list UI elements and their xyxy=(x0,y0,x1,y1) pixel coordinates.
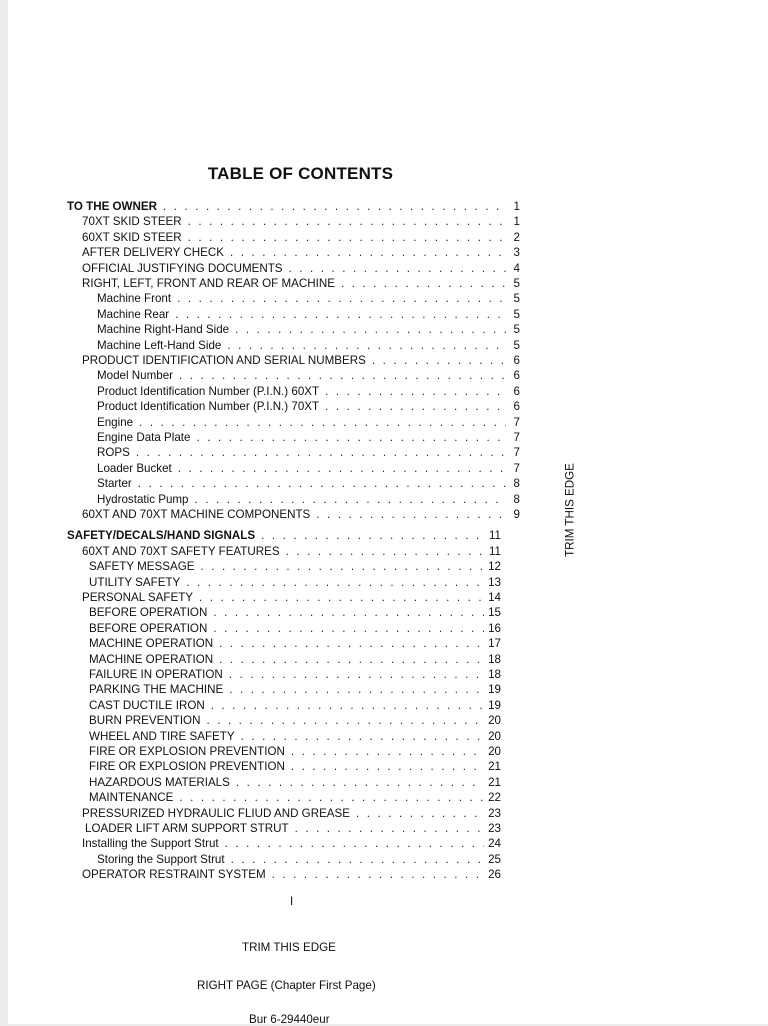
toc-dot-leader xyxy=(211,698,484,713)
toc-entry xyxy=(89,667,501,682)
toc-dot-leader xyxy=(325,399,506,414)
toc-entry-label: Engine Data Plate xyxy=(97,431,191,444)
toc-dot-leader xyxy=(341,276,506,291)
toc-entry-label: 60XT AND 70XT MACHINE COMPONENTS xyxy=(82,508,311,521)
toc-entry-page: 13 xyxy=(488,575,501,589)
toc-entry-label: TO THE OWNER xyxy=(67,200,157,213)
toc-entry-label: Installing the Support Strut xyxy=(82,837,219,851)
toc-entry-label: PRODUCT IDENTIFICATION AND SERIAL NUMBERS xyxy=(82,354,366,367)
toc-entry-label: OPERATOR RESTRAINT SYSTEM xyxy=(82,868,266,882)
toc-dot-leader xyxy=(231,852,484,867)
toc-entry-page: 8 xyxy=(513,477,520,491)
toc-entry-label: BURN PREVENTION xyxy=(89,714,201,728)
toc-dot-leader xyxy=(291,744,484,759)
toc-dot-leader xyxy=(139,415,506,430)
toc-entry-page: 8 xyxy=(513,492,520,506)
toc-entry xyxy=(89,759,501,774)
toc-entry xyxy=(82,806,501,821)
toc-entry-page: 19 xyxy=(488,698,501,712)
toc-entry xyxy=(97,492,520,507)
toc-entry-page: 9 xyxy=(513,508,520,521)
toc-dot-leader xyxy=(286,544,485,559)
toc-entry-label: HAZARDOUS MATERIALS xyxy=(89,775,230,789)
toc-entry xyxy=(89,775,501,790)
toc-entry xyxy=(89,682,501,697)
toc-dot-leader xyxy=(295,821,485,836)
toc-entry xyxy=(97,368,520,383)
toc-entry xyxy=(89,698,501,713)
toc-entry xyxy=(89,729,501,744)
toc-dot-leader xyxy=(179,368,506,383)
toc-entry-label: WHEEL AND TIRE SAFETY xyxy=(89,729,235,743)
toc-dot-leader xyxy=(138,476,506,491)
toc-entry-label: Hydrostatic Pump xyxy=(97,492,189,506)
toc-entry-label: SAFETY MESSAGE xyxy=(89,560,195,574)
toc-entry-page: 6 xyxy=(513,354,520,367)
toc-entry-page: 7 xyxy=(513,415,520,429)
toc-dot-leader xyxy=(196,430,506,445)
toc-dot-leader xyxy=(291,759,484,774)
toc-entry-label: Storing the Support Strut xyxy=(97,852,225,866)
toc-entry xyxy=(97,307,520,322)
toc-dot-leader xyxy=(225,836,484,851)
toc-dot-leader xyxy=(219,636,484,651)
toc-entry-page: 17 xyxy=(488,637,501,651)
toc-entry-page: 5 xyxy=(513,323,520,337)
toc-entry-page: 19 xyxy=(488,683,501,697)
toc-entry-page: 15 xyxy=(488,606,501,620)
toc-entry-label: BEFORE OPERATION xyxy=(89,621,208,635)
toc-entry xyxy=(97,384,520,399)
toc-dot-leader xyxy=(235,322,506,337)
toc-dot-leader xyxy=(206,713,484,728)
toc-entry xyxy=(97,476,520,491)
toc-dot-leader xyxy=(241,729,484,744)
toc-dot-leader xyxy=(213,605,484,620)
toc-entry-page: 3 xyxy=(513,246,520,260)
document-code: Bur 6-29440eur xyxy=(249,1013,330,1026)
toc-entry-label: CAST DUCTILE IRON xyxy=(89,698,205,712)
toc-entry-label: Starter xyxy=(97,477,132,491)
toc-entry xyxy=(89,575,501,590)
toc-entry-page: 23 xyxy=(488,806,501,820)
toc-dot-leader xyxy=(188,214,506,229)
toc-entry xyxy=(89,790,501,805)
toc-dot-leader xyxy=(316,507,506,522)
toc-entry xyxy=(89,621,501,636)
toc-dot-leader xyxy=(213,621,484,636)
toc-dot-leader xyxy=(261,528,485,543)
toc-entry-page: 16 xyxy=(488,621,501,635)
toc-entry-label: Model Number xyxy=(97,369,174,383)
toc-entry-label: SAFETY/DECALS/HAND SIGNALS xyxy=(67,529,256,543)
toc-dot-leader xyxy=(175,307,506,322)
trim-edge-bottom-note: TRIM THIS EDGE xyxy=(242,941,336,954)
toc-entry-label: PRESSURIZED HYDRAULIC FLIUD AND GREASE xyxy=(82,806,350,820)
toc-dot-leader xyxy=(230,245,506,260)
toc-dot-leader xyxy=(200,559,484,574)
toc-entry-page: 20 xyxy=(488,745,501,758)
toc-dot-leader xyxy=(179,790,484,805)
toc-dot-leader xyxy=(229,682,484,697)
toc-entry-label: Machine Rear xyxy=(97,307,170,321)
toc-entry-label: MACHINE OPERATION xyxy=(89,652,214,666)
toc-entry xyxy=(89,652,501,667)
toc-entry xyxy=(97,430,520,445)
toc-entry xyxy=(89,559,501,574)
toc-entry-label: OFFICIAL JUSTIFYING DOCUMENTS xyxy=(82,261,283,275)
toc-dot-leader xyxy=(186,575,484,590)
toc-entry-page: 11 xyxy=(488,544,501,558)
toc-dot-leader xyxy=(177,291,506,306)
toc-entry-page: 18 xyxy=(488,668,501,681)
toc-entry xyxy=(82,836,501,851)
toc-entry xyxy=(67,199,520,214)
toc-entry-label: UTILITY SAFETY xyxy=(89,575,181,589)
toc-entry-page: 14 xyxy=(488,591,501,604)
toc-entry xyxy=(89,605,501,620)
toc-entry xyxy=(89,713,501,728)
toc-entry-page: 20 xyxy=(488,714,501,728)
toc-entry-page: 18 xyxy=(488,652,501,666)
toc-entry-label: Machine Left-Hand Side xyxy=(97,338,222,352)
toc-entry-page: 24 xyxy=(488,837,501,851)
toc-entry-page: 6 xyxy=(513,400,520,414)
toc-entry-page: 4 xyxy=(513,261,520,275)
toc-entry-label: AFTER DELIVERY CHECK xyxy=(82,246,224,260)
toc-entry xyxy=(82,544,501,559)
toc-entry-label: PARKING THE MACHINE xyxy=(89,683,224,697)
toc-dot-leader xyxy=(195,492,507,507)
toc-entry-page: 26 xyxy=(488,868,501,882)
toc-dot-leader xyxy=(229,667,484,682)
toc-entry-label: MAINTENANCE xyxy=(89,791,174,805)
toc-entry-label: 60XT SKID STEER xyxy=(82,230,182,244)
toc-entry xyxy=(89,744,501,759)
toc-dot-leader xyxy=(188,230,506,245)
page-numeral: I xyxy=(290,895,294,908)
toc-entry-page: 5 xyxy=(513,292,520,306)
page-position-note: RIGHT PAGE (Chapter First Page) xyxy=(197,979,376,992)
toc-entry-page: 21 xyxy=(488,775,501,789)
toc-entry-page: 11 xyxy=(488,529,501,543)
toc-entry xyxy=(97,445,520,460)
toc-entry-label: MACHINE OPERATION xyxy=(89,637,214,651)
toc-entry-label: 70XT SKID STEER xyxy=(82,215,182,229)
toc-dot-leader xyxy=(178,461,506,476)
toc-entry xyxy=(97,322,520,337)
page-title: TABLE OF CONTENTS xyxy=(207,164,394,183)
toc-entry-page: 7 xyxy=(513,431,520,444)
toc-entry-label: Product Identification Number (P.I.N.) 70XT xyxy=(97,400,320,414)
toc-entry-label: Loader Bucket xyxy=(97,461,172,475)
toc-entry xyxy=(85,821,501,836)
toc-entry-page: 5 xyxy=(513,338,520,352)
toc-entry xyxy=(97,415,520,430)
toc-entry xyxy=(82,590,501,605)
toc-entry xyxy=(82,867,501,882)
toc-entry-label: Engine xyxy=(97,415,134,429)
toc-entry-page: 1 xyxy=(513,200,520,213)
toc-entry-label: RIGHT, LEFT, FRONT AND REAR OF MACHINE xyxy=(82,277,335,290)
toc-entry-page: 12 xyxy=(488,560,501,574)
toc-entry-label: Machine Front xyxy=(97,292,172,306)
toc-entry-label: LOADER LIFT ARM SUPPORT STRUT xyxy=(85,822,289,835)
toc-dot-leader xyxy=(199,590,484,605)
toc-entry xyxy=(67,528,501,543)
toc-entry-label: BEFORE OPERATION xyxy=(89,606,208,620)
toc-entry xyxy=(97,461,520,476)
toc-entry-label: FAILURE IN OPERATION xyxy=(89,668,223,681)
toc-entry-page: 20 xyxy=(488,729,501,743)
toc-dot-leader xyxy=(356,806,484,821)
toc-entry xyxy=(97,338,520,353)
toc-entry-page: 25 xyxy=(488,852,501,866)
toc-entry-page: 7 xyxy=(513,461,520,475)
toc-entry xyxy=(82,276,520,291)
toc-dot-leader xyxy=(163,199,506,214)
toc-dot-leader xyxy=(325,384,506,399)
toc-dot-leader xyxy=(372,353,506,368)
toc-entry-page: 1 xyxy=(513,215,520,229)
toc-entry-page: 6 xyxy=(513,369,520,383)
toc-entry-label: ROPS xyxy=(97,446,130,460)
toc-entry-label: Product Identification Number (P.I.N.) 60XT xyxy=(97,384,320,398)
toc-entry-page: 22 xyxy=(488,791,501,805)
toc-entry xyxy=(82,353,520,368)
toc-entry xyxy=(82,245,520,260)
toc-entry xyxy=(82,507,520,522)
toc-entry-label: FIRE OR EXPLOSION PREVENTION xyxy=(89,745,285,758)
toc-entry-page: 2 xyxy=(513,230,520,244)
toc-entry xyxy=(82,214,520,229)
toc-dot-leader xyxy=(236,775,484,790)
toc-entry-page: 5 xyxy=(513,277,520,290)
toc-dot-leader xyxy=(272,867,484,882)
toc-entry-label: PERSONAL SAFETY xyxy=(82,591,194,604)
toc-dot-leader xyxy=(219,652,484,667)
toc-dot-leader xyxy=(136,445,506,460)
trim-edge-side-text: TRIM THIS EDGE xyxy=(563,463,577,557)
toc-entry-label: 60XT AND 70XT SAFETY FEATURES xyxy=(82,544,280,558)
toc-entry xyxy=(97,399,520,414)
toc-entry xyxy=(97,291,520,306)
toc-entry-page: 7 xyxy=(513,446,520,460)
toc-entry-label: Machine Right-Hand Side xyxy=(97,323,230,337)
document-page xyxy=(8,0,768,1024)
toc-entry-page: 6 xyxy=(513,384,520,398)
toc-dot-leader xyxy=(289,261,506,276)
toc-entry xyxy=(82,230,520,245)
toc-entry-page: 5 xyxy=(513,307,520,321)
toc-dot-leader xyxy=(227,338,506,353)
toc-entry xyxy=(89,636,501,651)
toc-entry-page: 23 xyxy=(488,822,501,835)
toc-entry-label: FIRE OR EXPLOSION PREVENTION xyxy=(89,760,285,774)
toc-entry xyxy=(82,261,520,276)
toc-entry xyxy=(97,852,501,867)
toc-entry-page: 21 xyxy=(488,760,501,774)
